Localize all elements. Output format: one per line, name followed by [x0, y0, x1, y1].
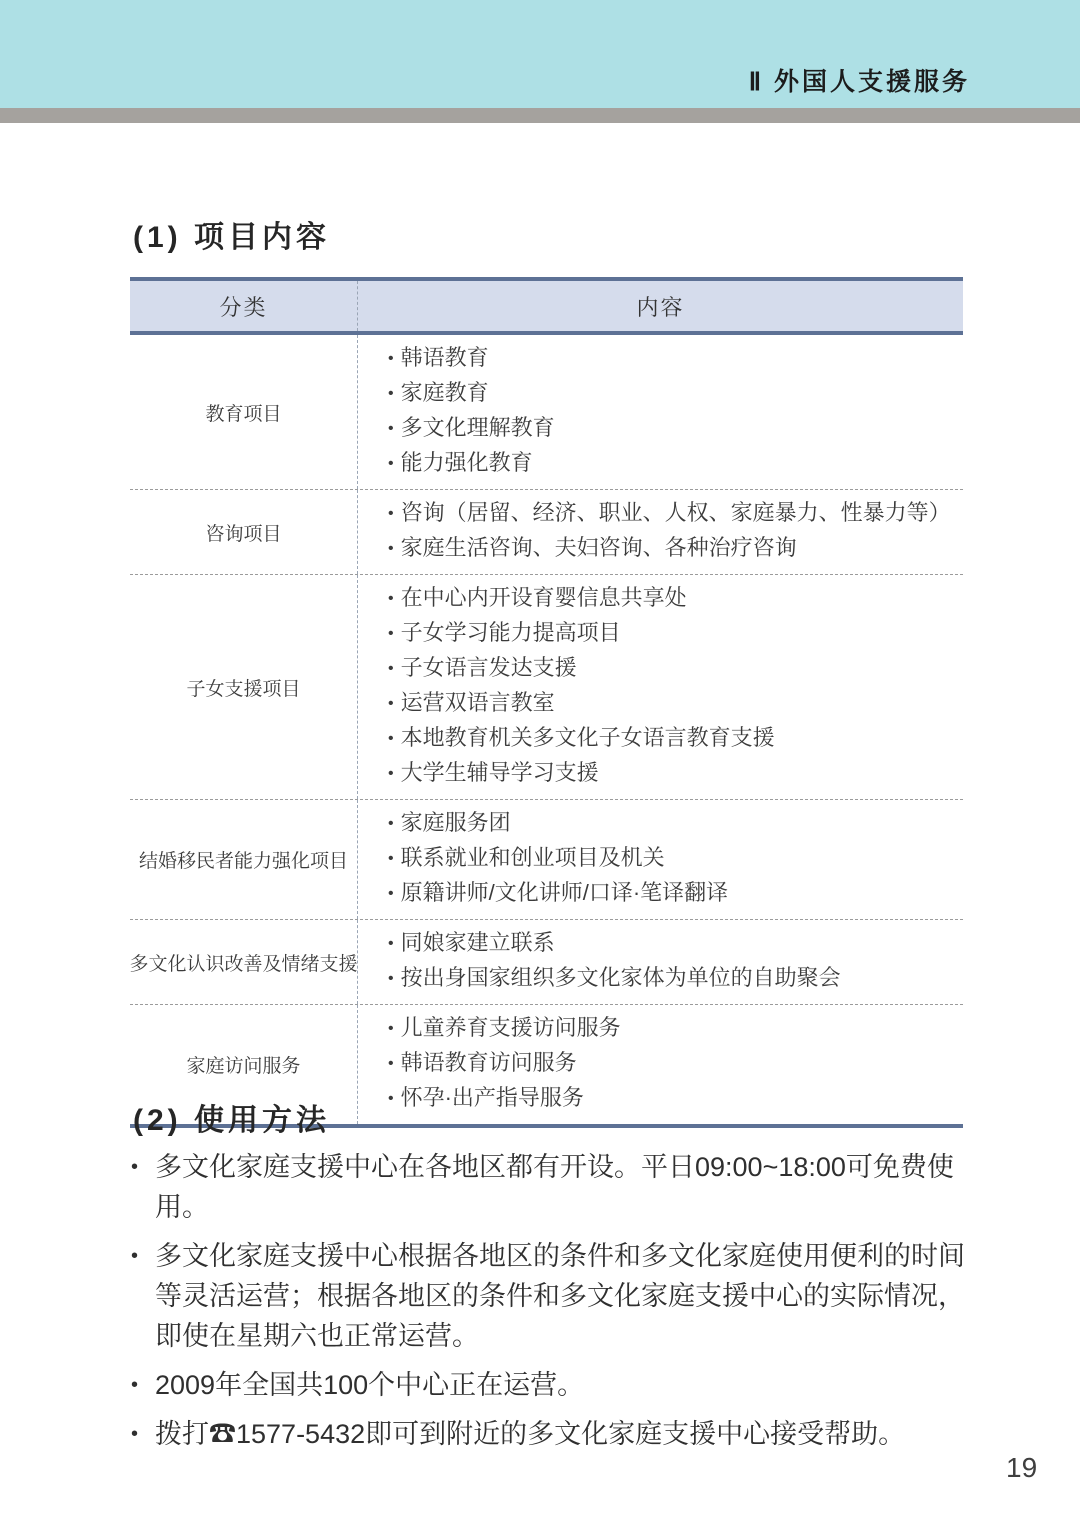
bullet-icon: •: [388, 505, 394, 522]
bullet-icon: •: [131, 1156, 139, 1178]
bullet-icon: •: [388, 660, 394, 677]
bullet-icon: •: [131, 1423, 139, 1445]
content-cell: [358, 490, 963, 574]
content-item: [388, 1082, 963, 1117]
bullet-icon: •: [131, 1245, 139, 1267]
content-cell: [358, 920, 963, 1004]
content-item-text: 多文化理解教育: [400, 415, 555, 440]
bullet-icon: •: [131, 1374, 139, 1396]
content-item-text: 联系就业和创业项目及机关: [400, 845, 665, 870]
bullet-icon: •: [388, 695, 394, 712]
content-item: [388, 722, 963, 757]
category-cell: 结婚移民者能力强化项目: [130, 800, 358, 919]
program-table: [130, 277, 963, 1128]
content-item-text: 家庭教育: [400, 380, 489, 405]
content-item: [388, 497, 963, 532]
content-item-text: 按出身国家组织多文化家体为单位的自助聚会: [400, 965, 841, 990]
content-item-text: 在中心内开设育婴信息共享处: [400, 585, 687, 610]
content-item: [388, 877, 963, 912]
content-item: [388, 447, 963, 482]
content-item-text: 同娘家建立联系: [400, 930, 555, 955]
content-item: [388, 377, 963, 412]
bullet-icon: •: [388, 1055, 394, 1072]
bullet-icon: •: [388, 350, 394, 367]
bullet-icon: •: [388, 540, 394, 557]
bullet-icon: •: [388, 385, 394, 402]
bullet-icon: •: [388, 730, 394, 747]
category-cell: 教育项目: [130, 335, 358, 489]
table-row: [130, 574, 963, 799]
content-item-text: 咨询（居留、经济、职业、人权、家庭暴力、性暴力等）: [400, 500, 951, 525]
content-item: [388, 342, 963, 377]
bullet-icon: •: [388, 935, 394, 952]
content-item-text: 怀孕·出产指导服务: [400, 1085, 584, 1110]
content-item-text: 韩语教育: [400, 345, 489, 370]
table-row: [130, 489, 963, 574]
usage-bullet: [131, 1365, 973, 1405]
content-item-text: 家庭服务团: [400, 810, 511, 835]
bullet-icon: •: [388, 1020, 394, 1037]
bullet-icon: •: [388, 590, 394, 607]
bullet-icon: •: [388, 420, 394, 437]
category-cell: 子女支援项目: [130, 575, 358, 799]
table-row: [130, 335, 963, 489]
usage-bullet-text: 2009年全国共100个中心正在运营。: [155, 1370, 585, 1400]
usage-bullet: [131, 1236, 973, 1356]
table-row: [130, 799, 963, 919]
content-item: [388, 582, 963, 617]
page-number: 19: [1006, 1452, 1038, 1483]
content-item: [388, 807, 963, 842]
content-item-text: 本地教育机关多文化子女语言教育支援: [400, 725, 775, 750]
content-item-text: 运营双语言教室: [400, 690, 555, 715]
usage-bullet-text: 多文化家庭支援中心根据各地区的条件和多文化家庭使用便利的时间等灵活运营；根据各地区的条件和多文化家庭支援中心的实际情况，即使在星期六也正常运营。: [155, 1241, 965, 1351]
usage-bullet-text: 多文化家庭支援中心在各地区都有开设。平日09:00~18:00可免费使用。: [155, 1152, 954, 1222]
content-cell: [358, 800, 963, 919]
content-item-text: 大学生辅导学习支援: [400, 760, 599, 785]
content-item: [388, 927, 963, 962]
header-band: [0, 0, 1080, 108]
content-item-text: 子女语言发达支援: [400, 655, 577, 680]
content-item-text: 家庭生活咨询、夫妇咨询、各种治疗咨询: [400, 535, 797, 560]
bullet-icon: •: [388, 455, 394, 472]
bullet-icon: •: [388, 850, 394, 867]
content-item: [388, 532, 963, 567]
content-item-text: 韩语教育访问服务: [400, 1050, 577, 1075]
bullet-icon: •: [388, 625, 394, 642]
content-item: [388, 1012, 963, 1047]
content-item: [388, 617, 963, 652]
category-cell: 多文化认识改善及情绪支援: [130, 920, 358, 1004]
header-gray-bar: [0, 108, 1080, 123]
content-item-text: 儿童养育支援访问服务: [400, 1015, 621, 1040]
content-item-text: 能力强化教育: [400, 450, 533, 475]
category-cell: 家庭访问服务: [130, 1005, 358, 1124]
bullet-icon: •: [388, 765, 394, 782]
content-item: [388, 652, 963, 687]
table-header-content: 内容: [636, 294, 685, 320]
bullet-icon: •: [388, 1090, 394, 1107]
section2-title: (2) 使用方法: [133, 1104, 330, 1137]
table-body: [130, 335, 963, 1124]
table-row: [130, 919, 963, 1004]
content-cell: [358, 335, 963, 489]
section1-title: (1) 项目内容: [133, 221, 330, 254]
content-item: [388, 687, 963, 722]
content-item: [388, 1047, 963, 1082]
usage-bullet: [131, 1147, 973, 1227]
table-header-category: 分类: [130, 281, 358, 331]
bullet-icon: •: [388, 885, 394, 902]
content-item-text: 原籍讲师/文化讲师/口译·笔译翻译: [400, 880, 729, 905]
content-item-text: 子女学习能力提高项目: [400, 620, 621, 645]
content-item: [388, 842, 963, 877]
usage-bullet: [131, 1414, 973, 1454]
content-cell: [358, 1005, 963, 1124]
bullet-icon: •: [388, 970, 394, 987]
chapter-title: Ⅱ 外国人支援服务: [748, 68, 970, 96]
bullet-icon: •: [388, 815, 394, 832]
content-item: [388, 757, 963, 792]
usage-bullet-list: [131, 1147, 973, 1463]
category-cell: 咨询项目: [130, 490, 358, 574]
table-header-row: [130, 281, 963, 335]
usage-bullet-text: 拨打☎1577-5432即可到附近的多文化家庭支援中心接受帮助。: [155, 1419, 906, 1449]
content-item: [388, 962, 963, 997]
content-item: [388, 412, 963, 447]
content-cell: [358, 575, 963, 799]
